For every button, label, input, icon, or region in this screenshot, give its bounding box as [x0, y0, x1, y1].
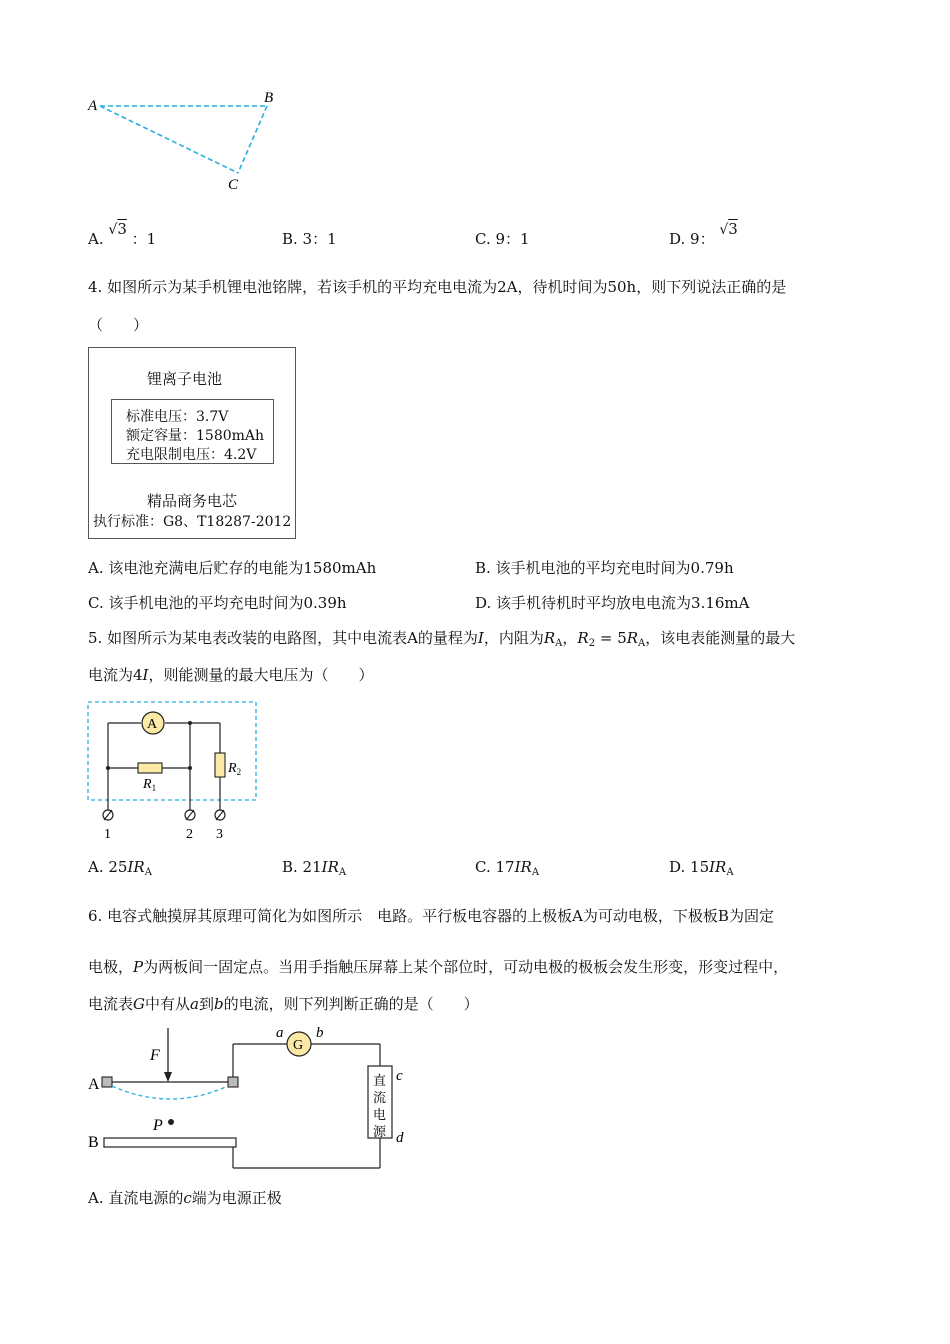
q5-stem-line2: 电流为4I，则能测量的最大电压为（ ）	[88, 666, 374, 684]
plate-a-left-clamp	[102, 1077, 112, 1087]
vertex-b-label: B	[264, 90, 274, 106]
q3-option-b[interactable]: B. 3：1	[282, 230, 337, 248]
source-char-1: 直	[373, 1073, 387, 1088]
battery-title: 锂离子电池	[147, 370, 223, 388]
q5-option-c[interactable]: C. $17IR_A$	[475, 858, 540, 878]
terminal-3-label: 3	[216, 827, 223, 842]
triangle-side-bc	[238, 106, 267, 173]
dashed-enclosure	[88, 702, 256, 800]
vertex-c-label: C	[228, 177, 239, 193]
point-p-label: P	[153, 1117, 163, 1134]
source-c-label: c	[396, 1068, 403, 1084]
resistor-r2	[215, 753, 225, 777]
r1-label: $R_1$	[143, 777, 157, 793]
q5-option-d[interactable]: D. $15IR_A$	[669, 858, 734, 878]
battery-capacity: 额定容量：1580mAh	[126, 428, 265, 444]
point-p	[168, 1119, 174, 1125]
capacitor-circuit	[80, 1020, 420, 1180]
ammeter-label: A	[147, 717, 158, 732]
sqrt-3: √3	[108, 220, 127, 238]
sqrt-3: √3	[719, 220, 738, 238]
q5-option-a[interactable]: A. $25IR_A$	[88, 858, 152, 878]
plate-a-label: A	[88, 1076, 100, 1093]
source-char-2: 流	[373, 1090, 387, 1105]
plate-b-label: B	[88, 1134, 99, 1151]
battery-voltage: 标准电压：3.7V	[126, 409, 229, 425]
q4-bracket: （ ）	[88, 316, 149, 334]
q6-stem-line1: 6. 电容式触摸屏其原理可简化为如图所示 电路。平行板电容器的上极板A为可动电极，下极板B为固定	[88, 907, 774, 925]
junction-dot	[188, 766, 192, 770]
battery-brand: 精品商务电芯	[147, 492, 238, 510]
q3-option-c[interactable]: C. 9：1	[475, 230, 530, 248]
triangle-figure	[80, 85, 290, 200]
battery-nameplate	[88, 347, 296, 539]
q4-option-a[interactable]: A. 该电池充满电后贮存的电能为1580mAh	[88, 559, 377, 577]
terminal-a-label: a	[276, 1025, 284, 1041]
force-label: F	[150, 1047, 160, 1064]
source-char-4: 源	[373, 1124, 387, 1139]
plate-a-right-clamp	[228, 1077, 238, 1087]
r2-label: $R_2$	[228, 761, 242, 777]
q4-option-b[interactable]: B. 该手机电池的平均充电时间为0.79h	[475, 559, 734, 577]
ammeter-circuit	[85, 700, 265, 845]
resistor-r1	[138, 763, 162, 773]
battery-standard: 执行标准：G8、T18287-2012	[93, 514, 292, 530]
terminal-2-label: 2	[186, 827, 193, 842]
source-d-label: d	[396, 1130, 404, 1146]
junction-dot	[106, 766, 110, 770]
q6-stem-line3: 电流表G中有从a到b的电流，则下列判断正确的是（ ）	[88, 995, 479, 1013]
plate-a-deformed	[112, 1086, 228, 1099]
junction-dot	[188, 721, 192, 725]
galvanometer-label: G	[293, 1038, 304, 1053]
source-char-3: 电	[373, 1107, 387, 1122]
terminal-b-label: b	[316, 1025, 324, 1041]
q6-option-a[interactable]: A. 直流电源的c端为电源正极	[88, 1189, 282, 1207]
q6-stem-line2: 电极，P为两板间一固定点。当用手指触压屏幕上某个部位时，可动电极的极板会发生形变，形变过程中，	[88, 958, 789, 976]
q3-option-a[interactable]: A. √3 ：1	[88, 220, 157, 248]
q4-option-d[interactable]: D. 该手机待机时平均放电电流为3.16mA	[475, 594, 750, 612]
q5-option-b[interactable]: B. $21IR_A$	[282, 858, 347, 878]
arrow-head	[164, 1072, 172, 1082]
plate-b	[104, 1138, 236, 1147]
q4-stem: 4. 如图所示为某手机锂电池铭牌，若该手机的平均充电电流为2A，待机时间为50h，则下列说法正确的是	[88, 278, 787, 296]
q5-stem-line1: 5. 如图所示为某电表改装的电路图，其中电流表A的量程为I，内阻为$R_A$，$R_2 = 5R_A$，该电表能测量的最大	[88, 629, 796, 649]
q4-option-c[interactable]: C. 该手机电池的平均充电时间为0.39h	[88, 594, 347, 612]
battery-spec-box	[111, 399, 274, 464]
terminal-1-label: 1	[104, 827, 111, 842]
triangle-side-ac	[100, 106, 238, 173]
battery-limit-voltage: 充电限制电压：4.2V	[126, 447, 257, 463]
q3-option-d[interactable]: D. 9： √3	[669, 220, 738, 248]
vertex-a-label: A	[88, 98, 98, 114]
